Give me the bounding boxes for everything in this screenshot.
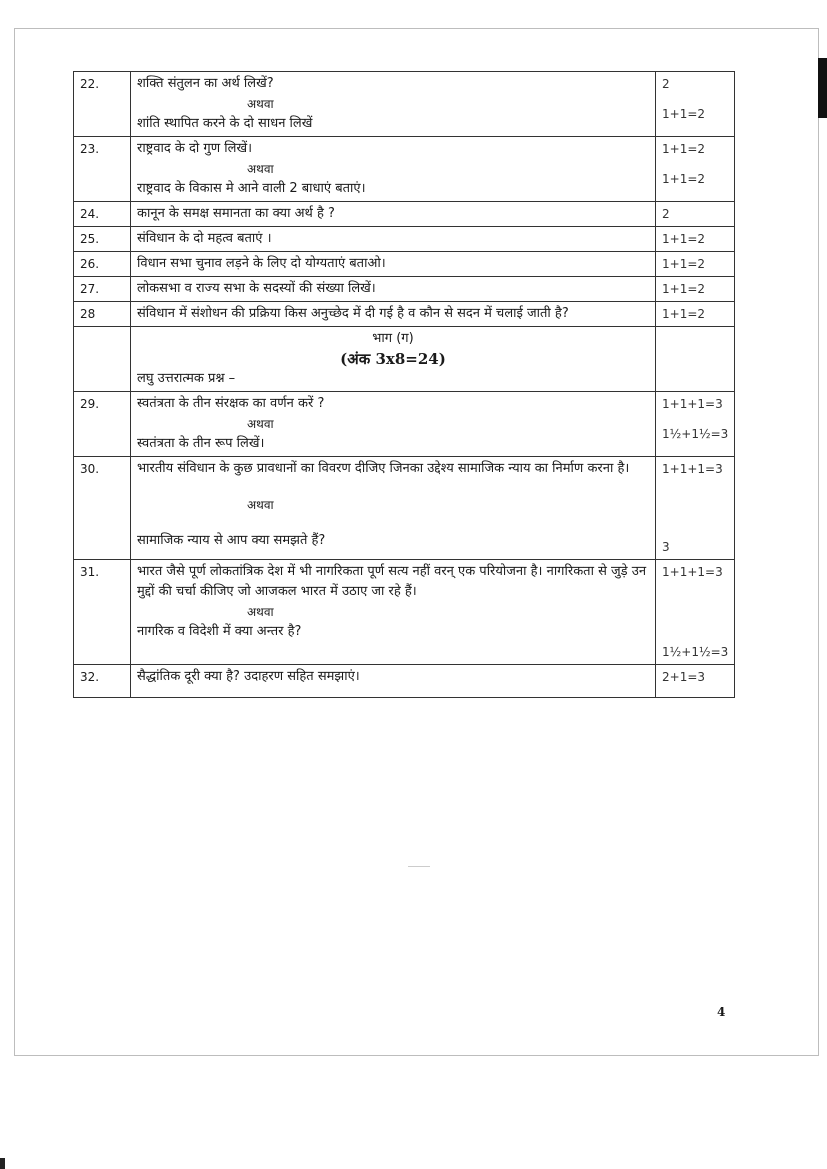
question-cell xyxy=(131,392,656,457)
question-text: स्वतंत्रता के तीन संरक्षक का वर्णन करें ? xyxy=(137,396,325,411)
marks: 1+1+1=3 xyxy=(662,462,723,476)
marks: 1+1+1=3 xyxy=(662,565,723,579)
question-cell xyxy=(131,72,656,137)
question-number: 25. xyxy=(74,227,131,252)
question-number: 32. xyxy=(74,665,131,698)
question-row xyxy=(74,202,735,227)
question-text: संविधान में संशोधन की प्रक्रिया किस अनुच्छेद में दी गई है व कौन से सदन में चलाई जाती है? xyxy=(131,302,656,327)
question-row xyxy=(74,457,735,560)
question-cell xyxy=(131,137,656,202)
question-row xyxy=(74,252,735,277)
alternate-marks: 1½+1½=3 xyxy=(662,645,729,659)
question-text: राष्ट्रवाद के दो गुण लिखें। xyxy=(137,141,253,156)
marks: 2 xyxy=(656,202,735,227)
marks: 2 xyxy=(662,77,670,91)
or-label: अथवा xyxy=(247,162,274,176)
alternate-marks: 3 xyxy=(662,540,670,554)
question-number: 26. xyxy=(74,252,131,277)
section-subtitle: लघु उत्तरात्मक प्रश्न – xyxy=(137,371,236,386)
question-number: 22. xyxy=(74,72,131,137)
marks: 1+1+1=3 xyxy=(662,397,723,411)
marks: 1+1=2 xyxy=(656,252,735,277)
alternate-marks: 1½+1½=3 xyxy=(662,427,729,441)
question-text: भारतीय संविधान के कुछ प्रावधानों का विवरण दीजिए जिनका उद्देश्य सामाजिक न्याय का निर्माण करना है। xyxy=(137,461,630,476)
alternate-question-text: स्वतंत्रता के तीन रूप लिखें। xyxy=(137,436,265,451)
question-text: भारत जैसे पूर्ण लोकतांत्रिक देश में भी नागरिकता पूर्ण सत्य नहीं वरन् एक परियोजना है। नागरिकता से जुड़े उन मुद्दों की चर्चा कीजिए जो आजकल भारत में उठाए जा रहे हैं। xyxy=(137,564,647,599)
question-row xyxy=(74,392,735,457)
section-header-row xyxy=(74,327,735,392)
question-cell xyxy=(131,457,656,560)
question-row xyxy=(74,277,735,302)
section-marks: (अंक 3x8=24) xyxy=(340,350,446,368)
scan-artifact xyxy=(818,58,827,118)
question-text: सैद्धांतिक दूरी क्या है? उदाहरण सहित समझाएं। xyxy=(131,665,656,698)
question-text: संविधान के दो महत्व बताएं । xyxy=(131,227,656,252)
alternate-question-text: नागरिक व विदेशी में क्या अन्तर है? xyxy=(137,624,302,639)
question-text: शक्ति संतुलन का अर्थ लिखें? xyxy=(137,76,274,91)
question-table xyxy=(73,71,735,698)
question-row xyxy=(74,137,735,202)
question-number: 30. xyxy=(74,457,131,560)
alternate-marks: 1+1=2 xyxy=(662,107,706,121)
question-text: विधान सभा चुनाव लड़ने के लिए दो योग्यताएं बताओ। xyxy=(131,252,656,277)
question-number: 31. xyxy=(74,560,131,665)
question-row xyxy=(74,560,735,665)
question-text: लोकसभा व राज्य सभा के सदस्यों की संख्या लिखें। xyxy=(131,277,656,302)
question-number: 24. xyxy=(74,202,131,227)
or-label: अथवा xyxy=(247,498,274,512)
alternate-question-text: शांति स्थापित करने के दो साधन लिखें xyxy=(137,116,313,131)
question-row xyxy=(74,665,735,698)
question-number: 27. xyxy=(74,277,131,302)
alternate-question-text: राष्ट्रवाद के विकास मे आने वाली 2 बाधाएं बताएं। xyxy=(137,181,366,196)
marks-cell xyxy=(656,72,735,137)
marks-cell xyxy=(656,457,735,560)
question-number: 29. xyxy=(74,392,131,457)
marks-cell xyxy=(656,392,735,457)
page-number: 4 xyxy=(717,1005,726,1019)
or-label: अथवा xyxy=(247,417,274,431)
alternate-question-text: सामाजिक न्याय से आप क्या समझते हैं? xyxy=(137,533,326,548)
scan-artifact xyxy=(0,1158,5,1169)
section-title: भाग (ग) xyxy=(372,331,414,346)
alternate-marks: 1+1=2 xyxy=(662,172,706,186)
marks: 1+1=2 xyxy=(656,277,735,302)
question-number: 28 xyxy=(74,302,131,327)
question-row xyxy=(74,227,735,252)
question-number: 23. xyxy=(74,137,131,202)
question-text: कानून के समक्ष समानता का क्या अर्थ है ? xyxy=(131,202,656,227)
question-row xyxy=(74,72,735,137)
question-cell xyxy=(131,560,656,665)
or-label: अथवा xyxy=(247,97,274,111)
marks: 1+1=2 xyxy=(656,302,735,327)
section-header-cell xyxy=(131,327,656,392)
marks-cell xyxy=(656,560,735,665)
question-row xyxy=(74,302,735,327)
scan-artifact xyxy=(408,866,430,867)
marks: 1+1=2 xyxy=(662,142,706,156)
marks: 2+1=3 xyxy=(656,665,735,698)
marks: 1+1=2 xyxy=(656,227,735,252)
marks-cell xyxy=(656,137,735,202)
or-label: अथवा xyxy=(247,605,274,619)
